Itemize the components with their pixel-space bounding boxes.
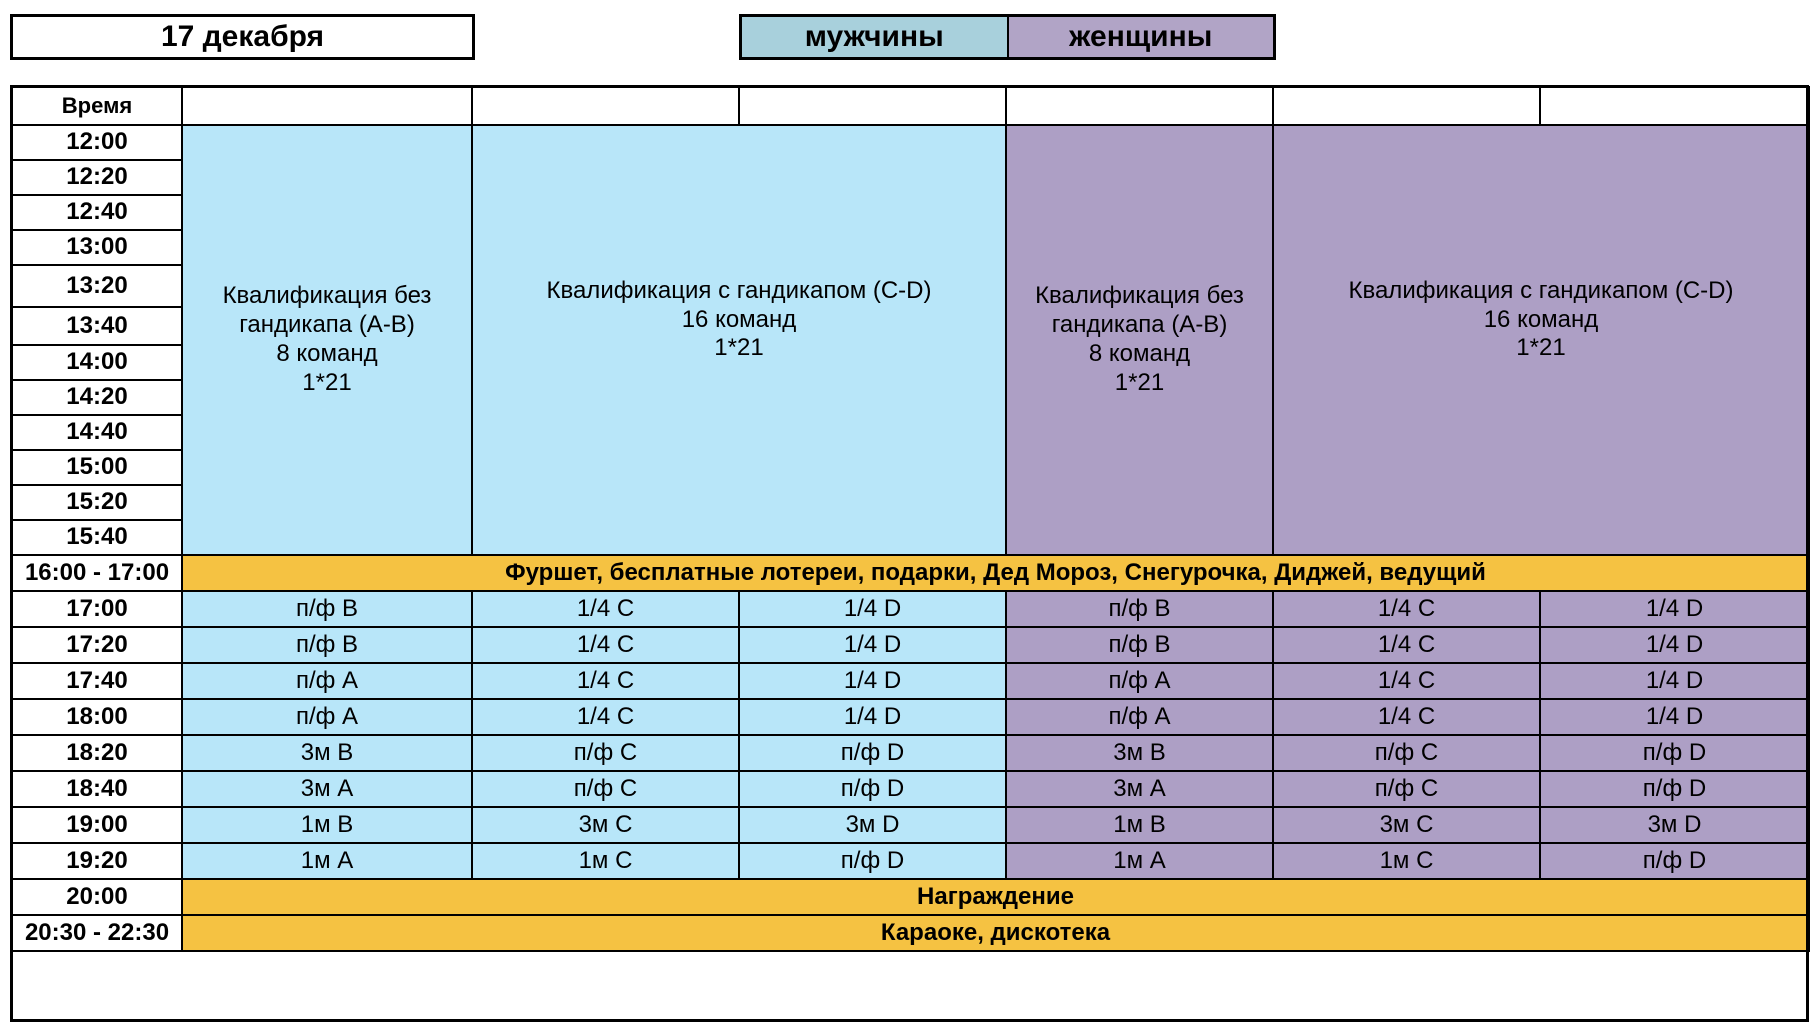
match-cell: 1/4 D <box>1540 699 1809 735</box>
match-cell: 1/4 D <box>1540 663 1809 699</box>
karaoke-row <box>12 915 1809 951</box>
header-cell <box>182 87 472 125</box>
time-cell: 18:00 <box>12 699 182 735</box>
table-row <box>12 591 1809 627</box>
match-cell: 1/4 D <box>1540 627 1809 663</box>
qual-line: 8 команд <box>1088 340 1191 367</box>
match-cell: п/ф B <box>182 591 472 627</box>
table-row <box>12 663 1809 699</box>
legend-men: мужчины <box>742 17 1009 57</box>
time-cell: 13:40 <box>12 307 182 345</box>
time-cell: 20:30 - 22:30 <box>12 915 182 951</box>
time-cell: 18:20 <box>12 735 182 771</box>
match-cell: 3м B <box>182 735 472 771</box>
time-cell: 15:40 <box>12 520 182 555</box>
header-cell <box>1540 87 1809 125</box>
header-cell <box>1273 87 1540 125</box>
match-cell: 1/4 C <box>1273 663 1540 699</box>
time-cell: 18:40 <box>12 771 182 807</box>
time-cell: 14:00 <box>12 345 182 380</box>
match-cell: 3м D <box>739 807 1006 843</box>
qual-line: 16 команд <box>681 305 797 333</box>
match-cell: п/ф C <box>1273 771 1540 807</box>
table-row <box>12 807 1809 843</box>
time-cell: 15:20 <box>12 485 182 520</box>
match-cell: 3м C <box>472 807 739 843</box>
match-cell: п/ф D <box>739 735 1006 771</box>
table-row <box>12 735 1809 771</box>
match-cell: п/ф C <box>472 735 739 771</box>
schedule-table <box>11 86 1810 952</box>
match-cell: п/ф D <box>1540 843 1809 879</box>
time-cell: 17:40 <box>12 663 182 699</box>
match-cell: п/ф C <box>1273 735 1540 771</box>
time-cell: 19:20 <box>12 843 182 879</box>
qual-women-cd <box>1273 125 1809 555</box>
qual-line: гандикапа (A-B) <box>239 311 415 339</box>
match-cell: п/ф D <box>1540 771 1809 807</box>
table-row <box>12 125 1809 160</box>
header-cell <box>739 87 1006 125</box>
match-cell: п/ф D <box>1540 735 1809 771</box>
legend-women: женщины <box>1009 17 1274 57</box>
time-cell: 15:00 <box>12 450 182 485</box>
time-cell: 13:20 <box>12 265 182 307</box>
qual-line: Квалификация без <box>222 282 432 310</box>
match-cell: 1/4 C <box>1273 699 1540 735</box>
qual-women-ab <box>1006 125 1273 555</box>
match-cell: 1м A <box>1006 843 1273 879</box>
match-cell: 1/4 D <box>739 627 1006 663</box>
buffet-banner: Фуршет, бесплатные лотереи, подарки, Дед Мороз, Снегурочка, Диджей, ведущий <box>182 555 1809 591</box>
match-cell: п/ф A <box>1006 663 1273 699</box>
time-cell: 16:00 - 17:00 <box>12 555 182 591</box>
qual-line: 1*21 <box>1516 334 1566 362</box>
time-header: Время <box>12 87 182 125</box>
match-cell: 3м A <box>1006 771 1273 807</box>
time-cell: 12:20 <box>12 160 182 195</box>
qual-line: 1*21 <box>1114 368 1165 396</box>
qual-men-ab <box>182 125 472 555</box>
table-row <box>12 699 1809 735</box>
match-cell: п/ф D <box>739 843 1006 879</box>
match-cell: 1м A <box>182 843 472 879</box>
match-cell: 1/4 C <box>472 663 739 699</box>
time-cell: 19:00 <box>12 807 182 843</box>
match-cell: 3м A <box>182 771 472 807</box>
match-cell: 1м B <box>1006 807 1273 843</box>
time-cell: 12:00 <box>12 125 182 160</box>
match-cell: 3м C <box>1273 807 1540 843</box>
table-row <box>12 627 1809 663</box>
qual-men-cd <box>472 125 1006 555</box>
match-cell: 1м C <box>472 843 739 879</box>
qual-line: Квалификация с гандикапом (C-D) <box>1348 276 1734 304</box>
awards-row <box>12 879 1809 915</box>
karaoke-banner: Караоке, дискотека <box>182 915 1809 951</box>
time-cell: 13:00 <box>12 230 182 265</box>
match-cell: 1/4 C <box>472 627 739 663</box>
awards-banner: Награждение <box>182 879 1809 915</box>
time-cell: 17:00 <box>12 591 182 627</box>
header-cell <box>472 87 739 125</box>
color-legend <box>739 14 1276 60</box>
match-cell: 1/4 C <box>1273 627 1540 663</box>
header-cell <box>1006 87 1273 125</box>
match-cell: 1м C <box>1273 843 1540 879</box>
match-cell: 1м B <box>182 807 472 843</box>
qual-line: 8 команд <box>276 340 378 367</box>
time-cell: 20:00 <box>12 879 182 915</box>
qual-line: гандикапа (A-B) <box>1051 311 1228 339</box>
table-row <box>12 771 1809 807</box>
date-title: 17 декабря <box>10 14 475 60</box>
match-cell: п/ф B <box>1006 627 1273 663</box>
time-cell: 14:20 <box>12 380 182 415</box>
buffet-row <box>12 555 1809 591</box>
qual-line: Квалификация без <box>1035 282 1244 310</box>
time-cell: 12:40 <box>12 195 182 230</box>
match-cell: п/ф A <box>182 699 472 735</box>
match-cell: 1/4 D <box>1540 591 1809 627</box>
qual-line: 16 команд <box>1483 305 1599 333</box>
match-cell: 1/4 D <box>739 591 1006 627</box>
header-row <box>12 87 1809 125</box>
match-cell: п/ф D <box>739 771 1006 807</box>
match-cell: п/ф C <box>472 771 739 807</box>
match-cell: 1/4 D <box>739 699 1006 735</box>
qual-line: Квалификация с гандикапом (C-D) <box>546 276 932 304</box>
match-cell: 3м D <box>1540 807 1809 843</box>
time-cell: 14:40 <box>12 415 182 450</box>
time-cell: 17:20 <box>12 627 182 663</box>
qual-line: 1*21 <box>714 334 764 362</box>
match-cell: п/ф B <box>182 627 472 663</box>
qual-line: 1*21 <box>302 368 352 396</box>
match-cell: 1/4 C <box>472 699 739 735</box>
match-cell: 3м B <box>1006 735 1273 771</box>
match-cell: 1/4 D <box>739 663 1006 699</box>
match-cell: п/ф A <box>1006 699 1273 735</box>
match-cell: 1/4 C <box>472 591 739 627</box>
match-cell: п/ф B <box>1006 591 1273 627</box>
match-cell: 1/4 C <box>1273 591 1540 627</box>
table-row <box>12 843 1809 879</box>
match-cell: п/ф A <box>182 663 472 699</box>
